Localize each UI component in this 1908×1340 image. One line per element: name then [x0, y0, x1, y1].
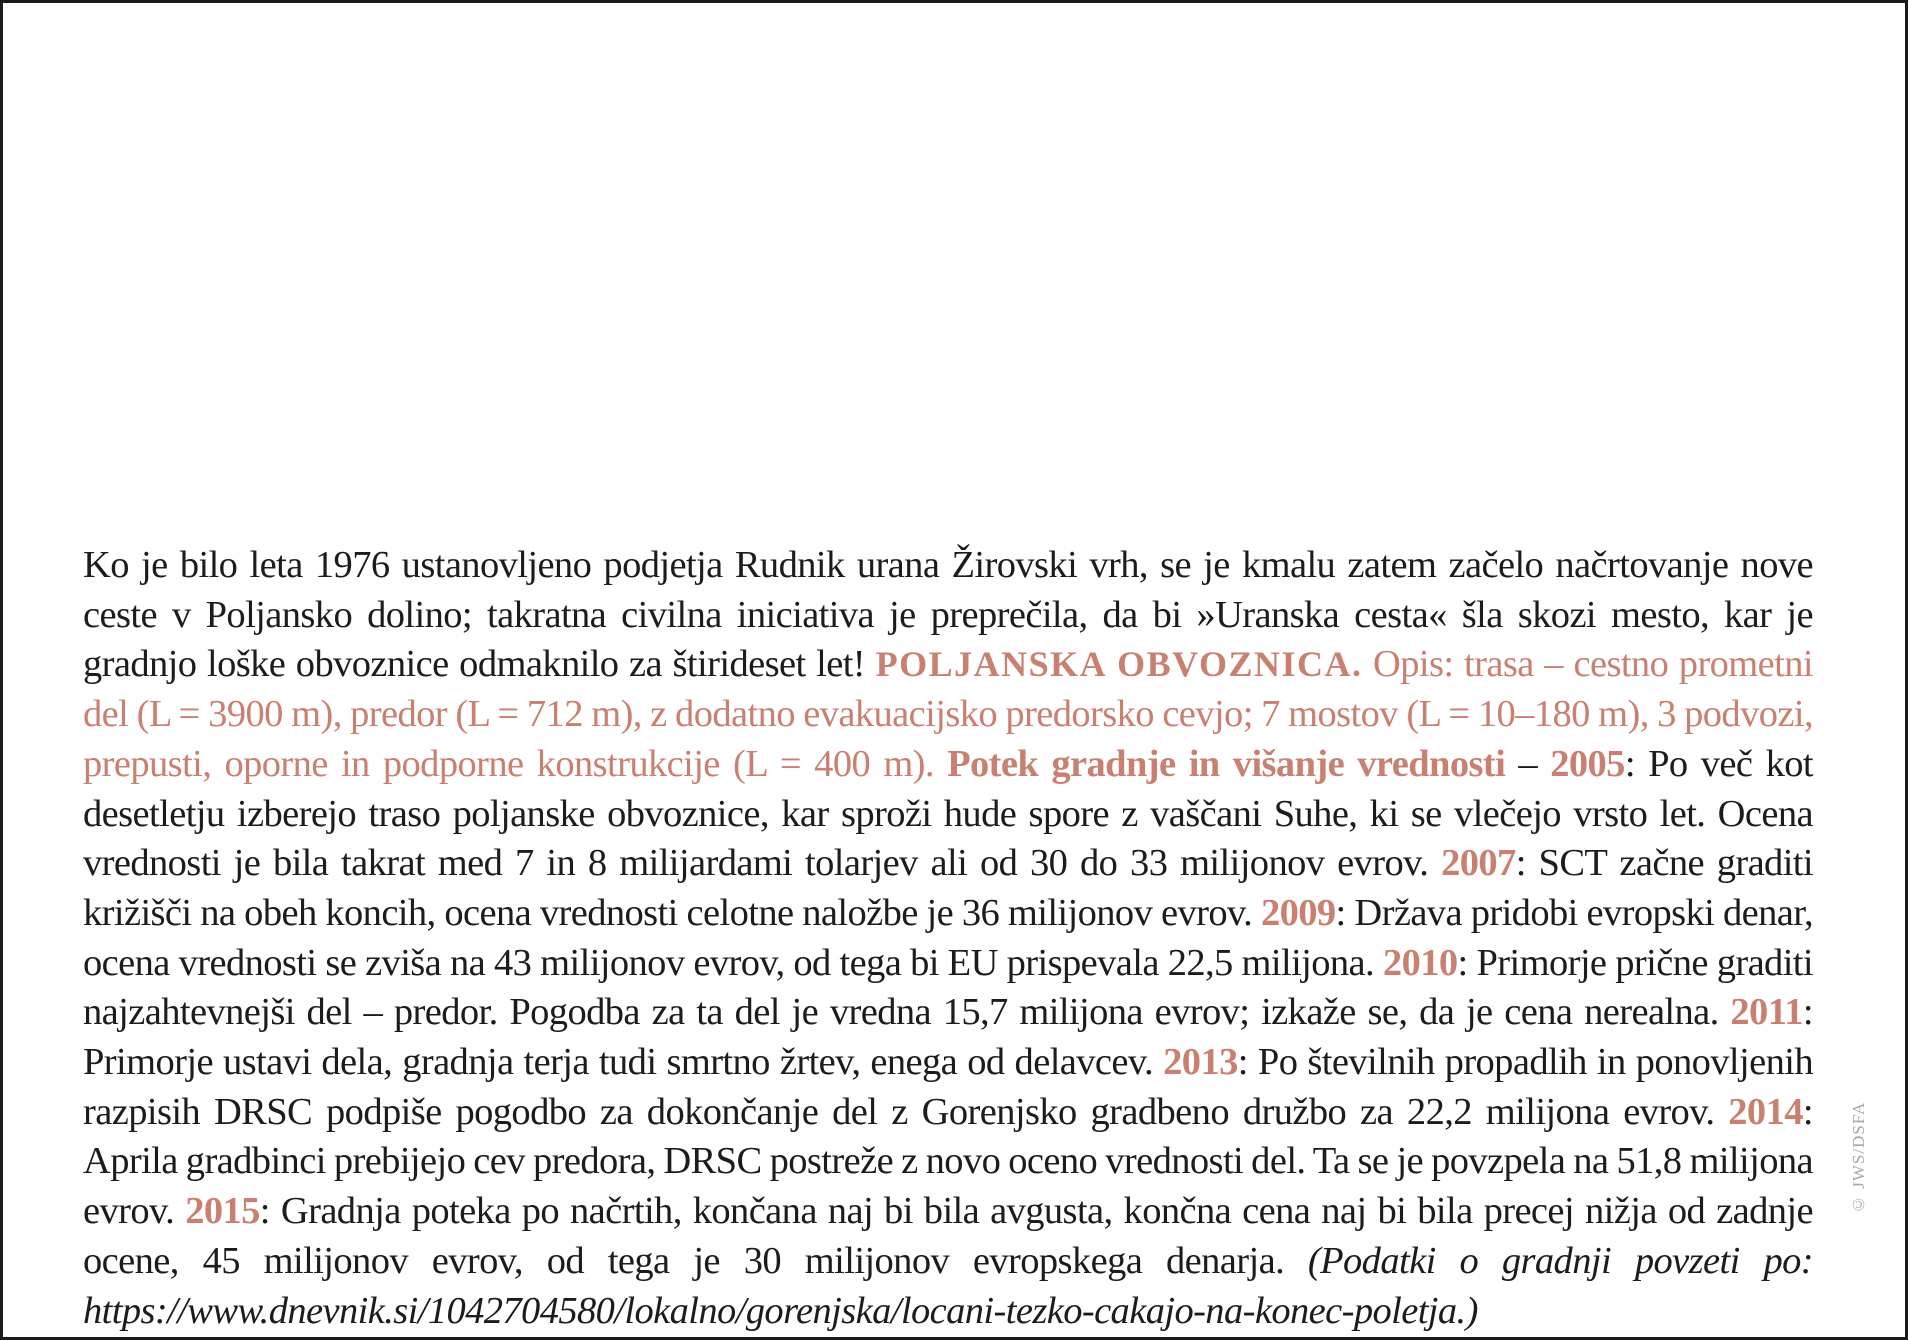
- year-2011: 2011: [1730, 991, 1803, 1034]
- text-2011: : Primorje ustavi dela, gradnja terja tudi smrtno žrtev, enega od delavcev.: [83, 991, 1813, 1084]
- text-2009: : Država pridobi evropski denar, ocena vrednosti se zviša na 43 milijonov evrov, od tega bi EU prispevala 22,5 milijona.: [83, 891, 1813, 984]
- description-text: Opis: trasa – cestno prometni del (L = 3900 m), predor (L = 712 m), z dodatno evakuacijsko predorsko cevjo; 7 mostov (L = 10–180 m), 3 podvozi, prepusti, oporne in podporne konstrukcije (L = 400 m).: [83, 643, 1813, 785]
- text-2005: : Po več kot desetletju izberejo traso poljanske obvoznice, kar sproži hude spore z vaščani Suhe, ki se vlečejo vrsto let. Ocena vrednosti je bila takrat med 7 in 8 milijardami tolarjev ali od 30 do 33 milijonov evrov.: [83, 742, 1813, 885]
- intro-text: Ko je bilo leta 1976 ustanovljeno podjetja Rudnik urana Žirovski vrh, se je kmalu zatem začelo načrtovanje nove ceste v Poljansko dolino; takratna civilna iniciativa je preprečila, da bi »Uranska cesta« šla skozi mesto, kar je gradnjo loške obvoznice odmaknilo za štirideset let!: [83, 544, 1813, 686]
- section-heading: Potek gradnje in višanje vrednosti: [947, 742, 1506, 785]
- year-2015: 2015: [185, 1190, 260, 1233]
- text-2015: : Gradnja poteka po načrtih, končana naj bi bila avgusta, končna cena naj bi bila precej nižja od zadnje ocene, 45 milijonov evrov, od tega je 30 milijonov evropskega denarja.: [83, 1190, 1813, 1282]
- article-title: POLJANSKA OBVOZNICA.: [875, 644, 1363, 685]
- text-2010: : Primorje prične graditi najzahtevnejši del – predor. Pogodba za ta del je vredna 15,7 milijona evrov; izkaže se, da je cena nerealna.: [83, 941, 1813, 1034]
- year-2009: 2009: [1260, 891, 1336, 934]
- year-2014: 2014: [1728, 1090, 1803, 1133]
- text-2013: : Po številnih propadlih in ponovljenih razpisih DRSC podpiše pogodbo za dokončanje del z Gorenjsko gradbeno družbo za 22,2 milijona evrov.: [83, 1041, 1813, 1133]
- year-2007: 2007: [1441, 842, 1516, 885]
- section-dash: –: [1505, 742, 1551, 785]
- year-2005: 2005: [1550, 742, 1625, 785]
- year-2013: 2013: [1163, 1041, 1238, 1084]
- article-text: [83, 541, 1813, 1336]
- year-2010: 2010: [1382, 941, 1458, 984]
- text-2007: : SCT začne graditi križišči na obeh koncih, ocena vrednosti celotne naložbe je 36 milijonov evrov.: [83, 842, 1814, 934]
- copyright-watermark: © JWS/DSFA: [1849, 1101, 1868, 1215]
- source-citation: (Podatki o gradnji povzeti po: https://www.dnevnik.si/1042704580/lokalno/gorenjska/locani-tezko-cakajo-na-konec-poletja.): [83, 1239, 1813, 1332]
- text-2014: : Aprila gradbinci prebijejo cev predora, DRSC postreže z novo oceno vrednosti del. Ta se je povzpela na 51,8 milijona evrov.: [83, 1090, 1813, 1233]
